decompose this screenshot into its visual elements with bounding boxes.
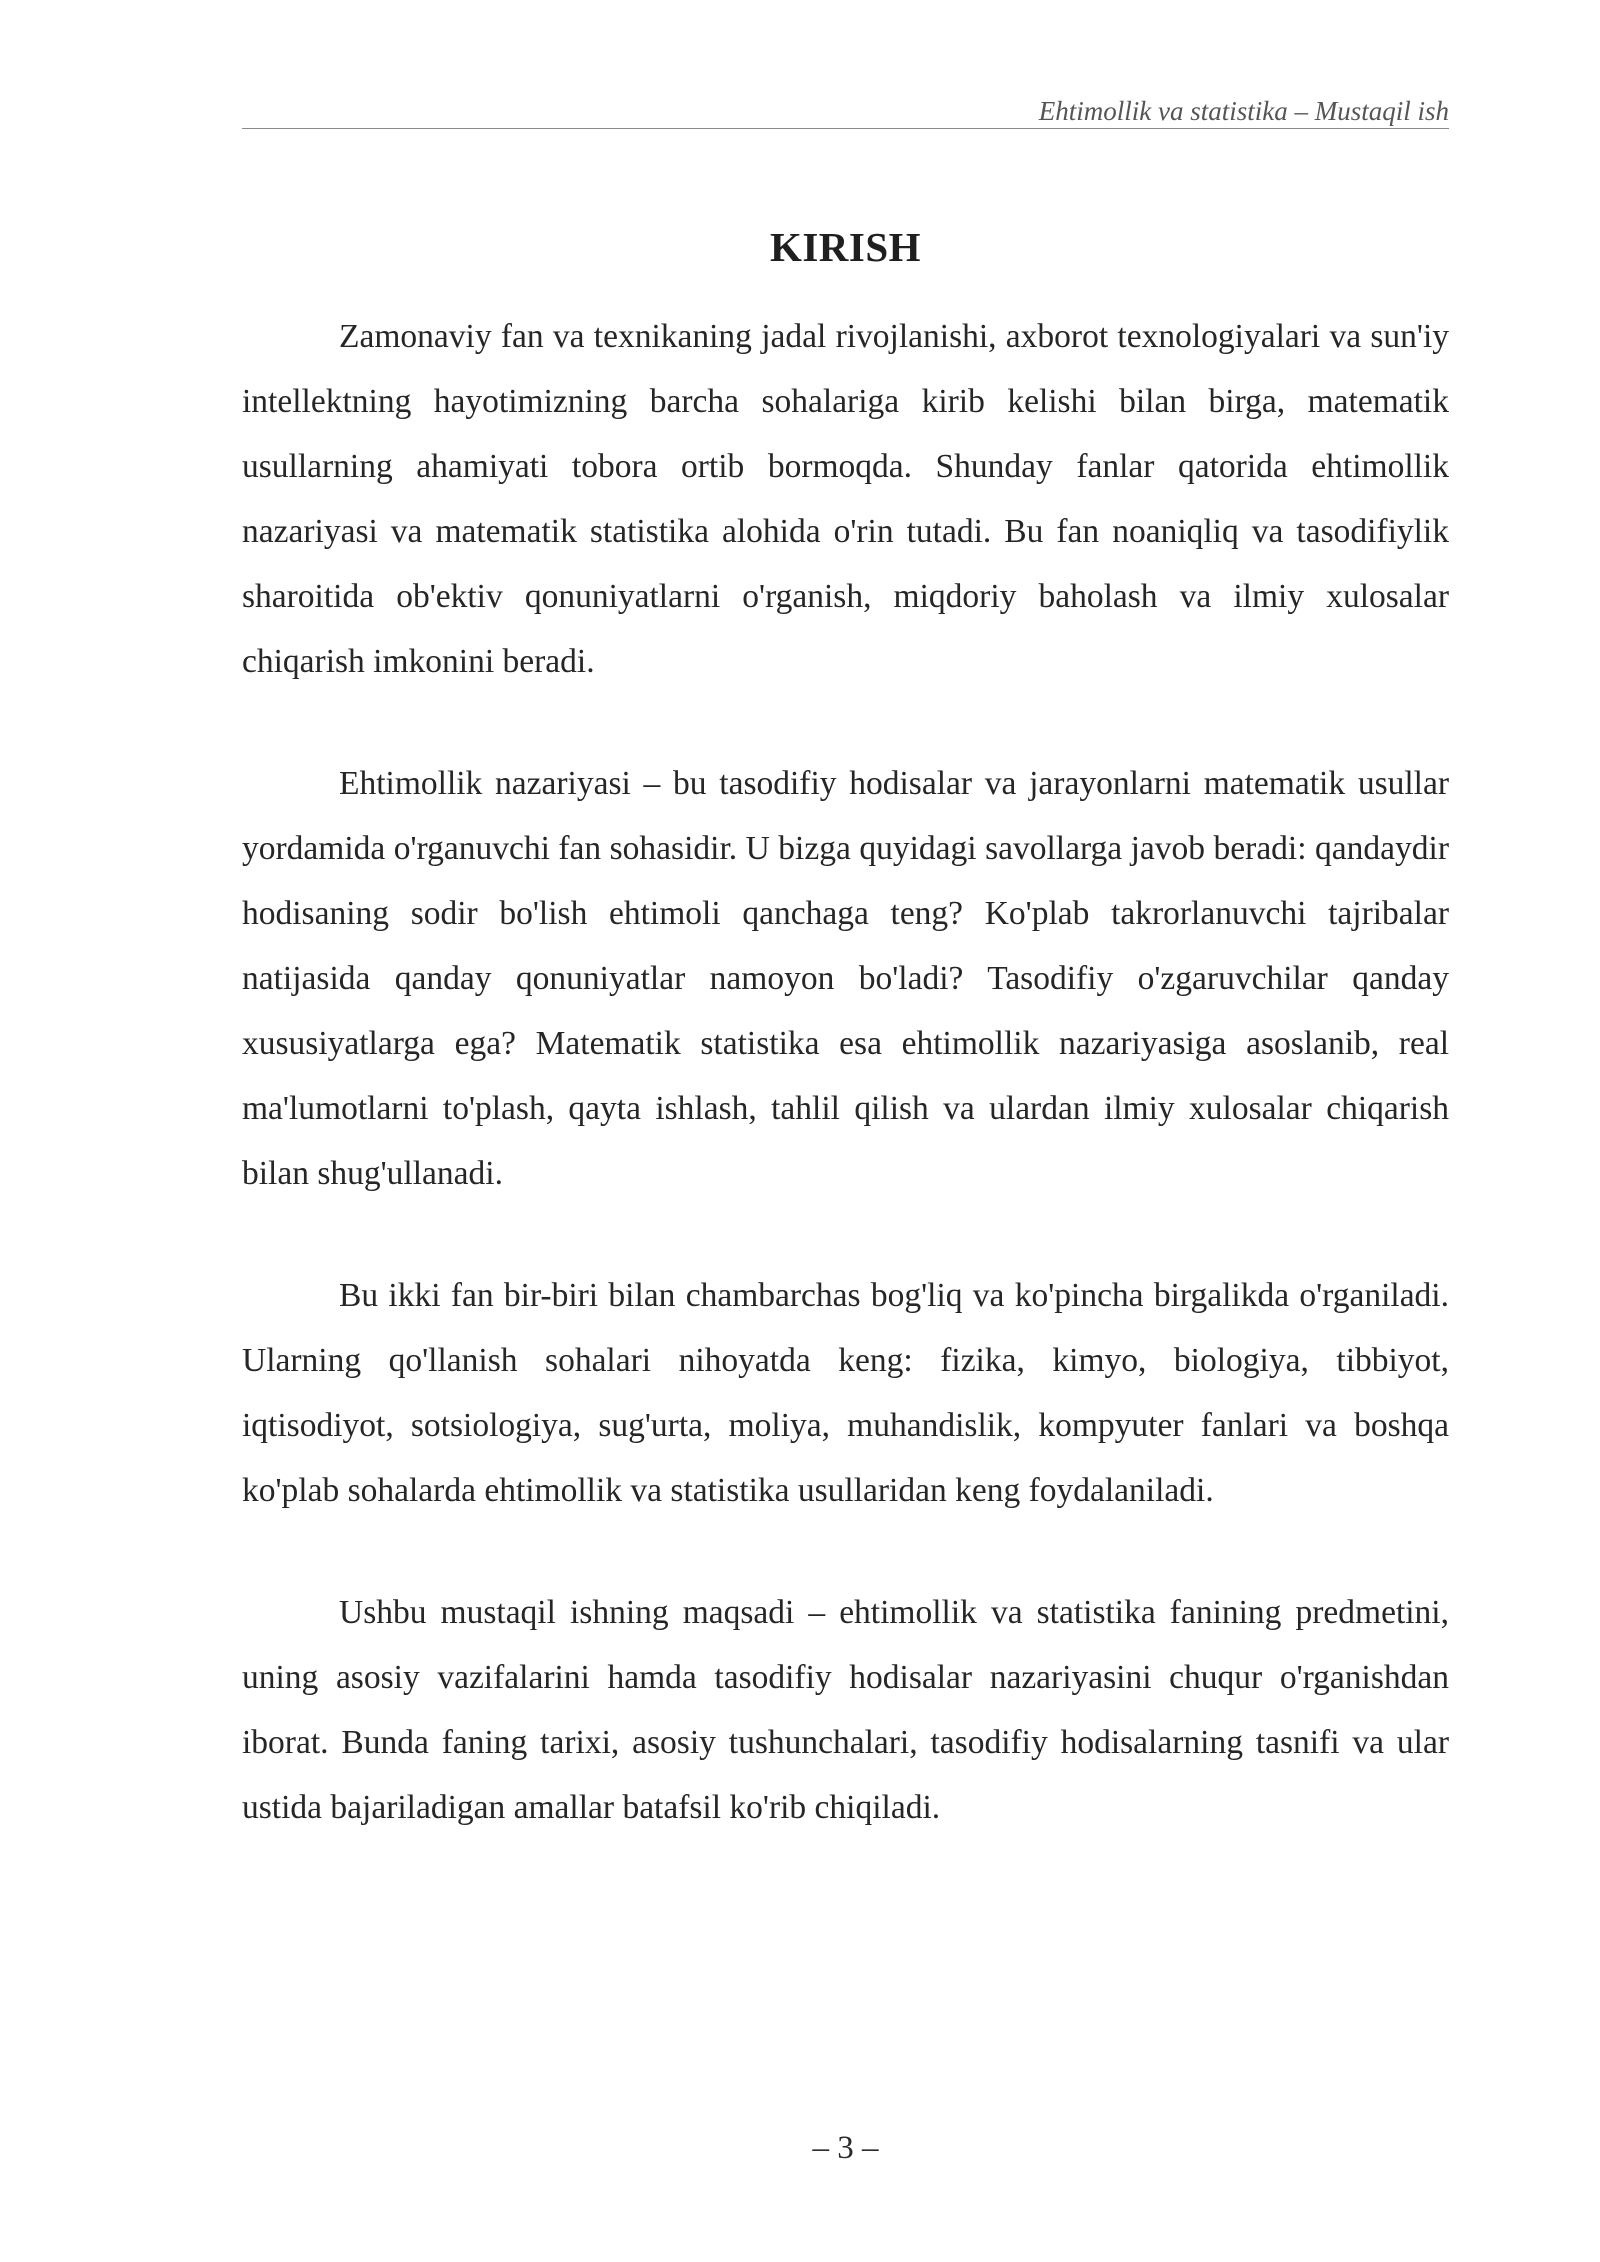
page-number: – 3 – <box>812 2130 879 2166</box>
paragraph: Ushbu mustaqil ishning maqsadi – ehtimollik va statistika fanining predmetini, uning asosiy vazifalarini hamda tasodifiy hodisalar nazariyasini chuqur o'rganishdan iborat. Bunda faning tarixi, asosiy tushunchalari, tasodifiy hodisalarning tasnifi va ular ustida bajariladigan amallar batafsil ko'rib chiqiladi. <box>242 1594 1449 1826</box>
paragraph: Ehtimollik nazariyasi – bu tasodifiy hodisalar va jarayonlarni matematik usullar yordamida o'rganuvchi fan sohasidir. U bizga quyidagi savollarga javob beradi: qandaydir hodisaning sodir bo'lish ehtimoli qanchaga teng? Ko'plab takrorlanuvchi tajribalar natijasida qanday qonuniyatlar namoyon bo'ladi? Tasodifiy o'zgaruvchilar qanday xususiyatlarga ega? Matematik statistika esa ehtimollik nazariyasiga asoslanib, real ma'lumotlarni to'plash, qayta ishlash, tahlil qilish va ulardan ilmiy xulosalar chiqarish bilan shug'ullanadi. <box>242 765 1449 1192</box>
header-divider <box>242 128 1449 129</box>
paragraph: Bu ikki fan bir-biri bilan chambarchas bog'liq va ko'pincha birgalikda o'rganiladi. Ularning qo'llanish sohalari nihoyatda keng: fizika, kimyo, biologiya, tibbiyot, iqtisodiyot, sotsiologiya, sug'urta, moliya, muhandislik, kompyuter fanlari va boshqa ko'plab sohalarda ehtimollik va statistika usullaridan keng foydalaniladi. <box>242 1277 1449 1509</box>
section-title: KIRISH <box>769 224 922 271</box>
paragraph: Zamonaviy fan va texnikaning jadal rivojlanishi, axborot texnologiyalari va sun'iy intellektning hayotimizning barcha sohalariga kirib kelishi bilan birga, matematik usullarning ahamiyati tobora ortib bormoqda. Shunday fanlar qatorida ehtimollik nazariyasi va matematik statistika alohida o'rin tutadi. Bu fan noaniqliq va tasodifiylik sharoitida ob'ektiv qonuniyatlarni o'rganish, miqdoriy baholash va ilmiy xulosalar chiqarish imkonini beradi. <box>242 318 1449 680</box>
running-header: Ehtimollik va statistika – Mustaqil ish <box>1038 96 1449 126</box>
body-text <box>242 304 1449 1897</box>
